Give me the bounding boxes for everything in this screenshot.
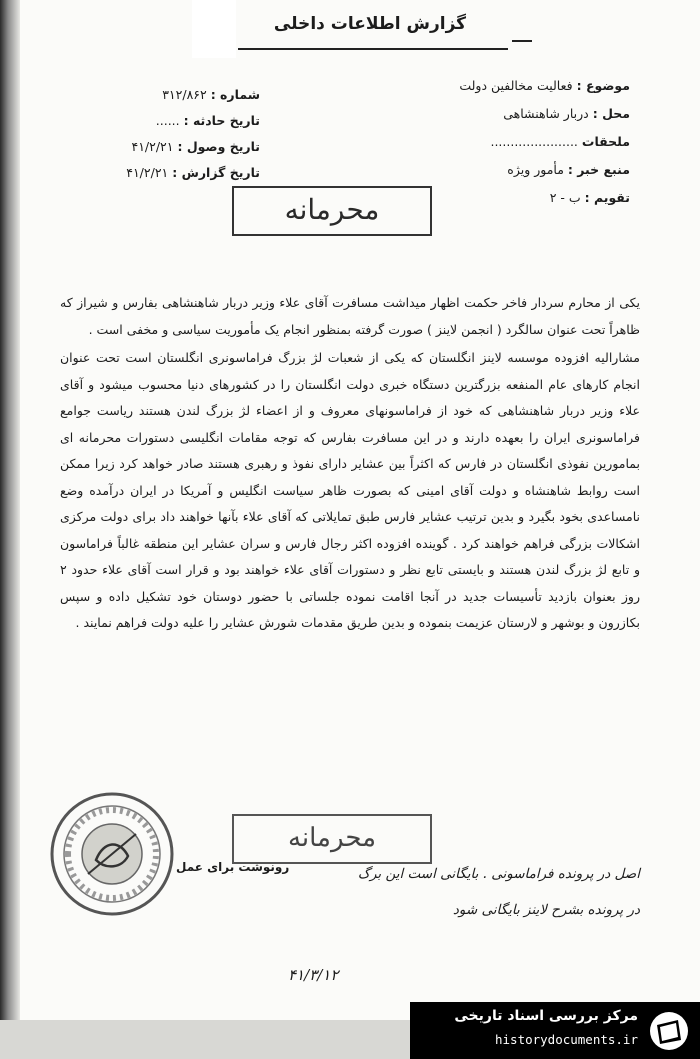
rating-label: تقویم : (584, 190, 630, 205)
subject-value: فعالیت مخالفین دولت (459, 78, 573, 93)
body-paragraph: مشارالیه افزوده موسسه لاینز انگلستان که یکی از شعبات لژ بزرگ فراماسونری انگلستان است تحت عنوان انجام کارهای عام المنفعه بزرگترین دستگاه خبری دولت انگلستان را در کشورهای دنیا محسوب میشود و آقای علاء وزیر دربار شاهنشاهی که خود از فراماسونهای معروف و از اعضاء لژ بزرگ لندن هستند ریاست جوامع فراماسونری ایران را بعهده دارند و در این مسافرت بفارس که توجه مقامات انگلیسی دستورات محرمانه ای بمامورین نفوذی انگلستان در فارس که اکثراً بین عشایر دارای نفوذ و رهبری هستند صادر خواهد کرد زیرا ممکن است روابط شاهنشاه و دولت آقای امینی که بصورت ظاهر سیاست انگلیس و آمریکا در ایران درآمده وضع نامساعدی بخود بگیرد و بدین ترتیب عشایر فارس طبق تمایلاتی که آقای علاء بآنها خواهند داد برای دولت مرکزی اشکالات بزرگی فراهم خواهند کرد . گوینده افزوده اکثر رجال فارس و سران عشایر این منطقه غالباً فراماسون و تابع لژ بزرگ لندن هستند و بایستی تابع نظر و دستورات آقای علاء خواهند بود و قرار است آقای علاء حدود ۲ روز بعنوان بازدید تأسیسات جدید در آنجا اقامت نموده جلساتی با حضور دوستان خود تشکیل داده و سپس بکازرون و بوشهر و لارستان عزیمت بنموده و بدین طریق مقدمات شورش عشایر را علیه دولت فراهم نمایند . (60, 350, 640, 630)
attachment-value: ...................... (490, 134, 578, 149)
source-value: مأمور ویژه (507, 162, 564, 177)
receipt-date-label: تاریخ وصول : (177, 139, 260, 154)
handwritten-line-1: اصل در پرونده فراماسونی . بایگانی است این برگ (357, 866, 640, 882)
handwritten-date: ۴۱/۳/۱۲ (288, 966, 339, 984)
brand-watermark (410, 1002, 700, 1059)
brand-name: مرکز بررسی اسناد تاریخی (454, 1008, 638, 1024)
incident-date-value: ...... (155, 113, 180, 128)
paper-tab (192, 0, 236, 58)
incident-date-row (60, 108, 260, 134)
report-body (60, 290, 640, 639)
subject-label: موضوع : (576, 78, 630, 93)
copy-for-action-label: رونوشت برای عمل (176, 860, 290, 874)
brand-logo-icon (648, 1010, 690, 1052)
place-value: دربار شاهنشاهی (503, 106, 589, 121)
report-date-label: تاریخ گزارش : (172, 165, 260, 180)
brand-url: historydocuments.ir (495, 1032, 638, 1047)
title-dash (512, 40, 532, 42)
handwritten-note (220, 856, 640, 928)
handwritten-line-2: در پرونده بشرح لاینز بایگانی شود (452, 902, 640, 918)
attachment-label: ملحقات (581, 134, 630, 149)
incident-date-label: تاریخ حادثه : (183, 113, 260, 128)
report-date-value: ۴۱/۲/۲۱ (126, 165, 169, 180)
body-paragraph: یکی از محارم سردار فاخر حکمت اظهار میداشت مسافرت آقای علاء وزیر دربار شاهنشاهی بفارس و شیراز که ظاهراً تحت عنوان سالگرد ( انجمن لاینز ) صورت گرفته بمنظور انجام یک مأموریت سیاسی و مخفی است . (60, 295, 640, 337)
title-underline (238, 48, 508, 50)
attachment-row (330, 128, 630, 156)
source-label: منبع خبر : (567, 162, 630, 177)
scan-shadow-edge (0, 0, 20, 1059)
subject-row (330, 72, 630, 100)
classification-stamp-secondary: محرمانه (232, 814, 432, 864)
meta-left-block (60, 82, 260, 186)
rating-value: ب - ۲ (549, 190, 581, 205)
receipt-date-row (60, 134, 260, 160)
number-label: شماره : (210, 87, 260, 102)
receipt-date-value: ۴۱/۲/۲۱ (131, 139, 174, 154)
report-date-row (60, 160, 260, 186)
place-row (330, 100, 630, 128)
report-title: گزارش اطلاعات داخلی (273, 14, 467, 34)
classification-stamp: محرمانه (232, 186, 432, 236)
number-value: ۳۱۲/۸۶۲ (162, 87, 207, 102)
source-row (330, 156, 630, 184)
official-seal-icon (48, 790, 176, 918)
number-row (60, 82, 260, 108)
place-label: محل : (592, 106, 630, 121)
